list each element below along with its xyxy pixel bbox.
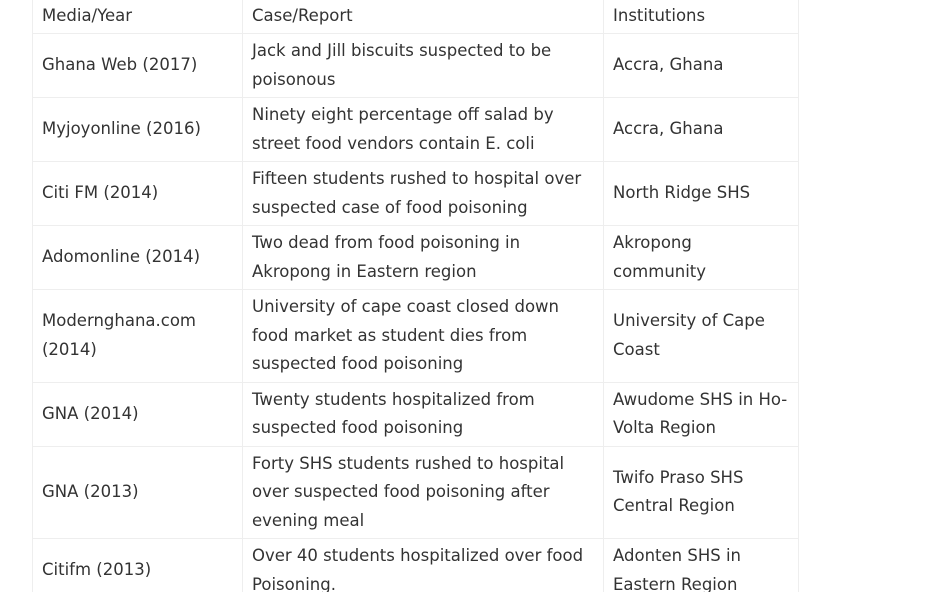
table-row	[33, 446, 799, 539]
institution-cell: Accra, Ghana	[604, 98, 799, 162]
case-cell: University of cape coast closed down food market as student dies from suspected food poisoning	[243, 290, 604, 383]
case-cell: Twenty students hospitalized from suspected food poisoning	[243, 382, 604, 446]
table-header	[33, 0, 799, 34]
case-cell: Two dead from food poisoning in Akropong in Eastern region	[243, 226, 604, 290]
case-cell: Fifteen students rushed to hospital over suspected case of food poisoning	[243, 162, 604, 226]
institution-cell: Accra, Ghana	[604, 34, 799, 98]
case-cell: Jack and Jill biscuits suspected to be poisonous	[243, 34, 604, 98]
institution-cell: Twifo Praso SHS Central Region	[604, 446, 799, 539]
header-case-report: Case/Report	[243, 0, 604, 34]
table-body	[33, 34, 799, 592]
institution-cell: Adonten SHS in Eastern Region	[604, 539, 799, 592]
institution-cell: Awudome SHS in Ho-Volta Region	[604, 382, 799, 446]
media-cell: GNA (2013)	[33, 446, 243, 539]
header-row	[33, 0, 799, 34]
table-row	[33, 162, 799, 226]
table-row	[33, 226, 799, 290]
institution-cell: Akropong community	[604, 226, 799, 290]
institution-cell: North Ridge SHS	[604, 162, 799, 226]
table-row	[33, 98, 799, 162]
table-row	[33, 382, 799, 446]
media-cell: Myjoyonline (2016)	[33, 98, 243, 162]
case-cell: Forty SHS students rushed to hospital over suspected food poisoning after evening meal	[243, 446, 604, 539]
media-cell: Citi FM (2014)	[33, 162, 243, 226]
media-cell: Ghana Web (2017)	[33, 34, 243, 98]
table-row	[33, 539, 799, 592]
media-cell: Citifm (2013)	[33, 539, 243, 592]
food-poisoning-table	[32, 0, 799, 592]
table-row	[33, 290, 799, 383]
table-row	[33, 34, 799, 98]
header-media-year: Media/Year	[33, 0, 243, 34]
institution-cell: University of Cape Coast	[604, 290, 799, 383]
media-cell: Modernghana.com (2014)	[33, 290, 243, 383]
case-cell: Over 40 students hospitalized over food Poisoning.	[243, 539, 604, 592]
media-cell: Adomonline (2014)	[33, 226, 243, 290]
media-cell: GNA (2014)	[33, 382, 243, 446]
case-cell: Ninety eight percentage off salad by street food vendors contain E. coli	[243, 98, 604, 162]
header-institutions: Institutions	[604, 0, 799, 34]
